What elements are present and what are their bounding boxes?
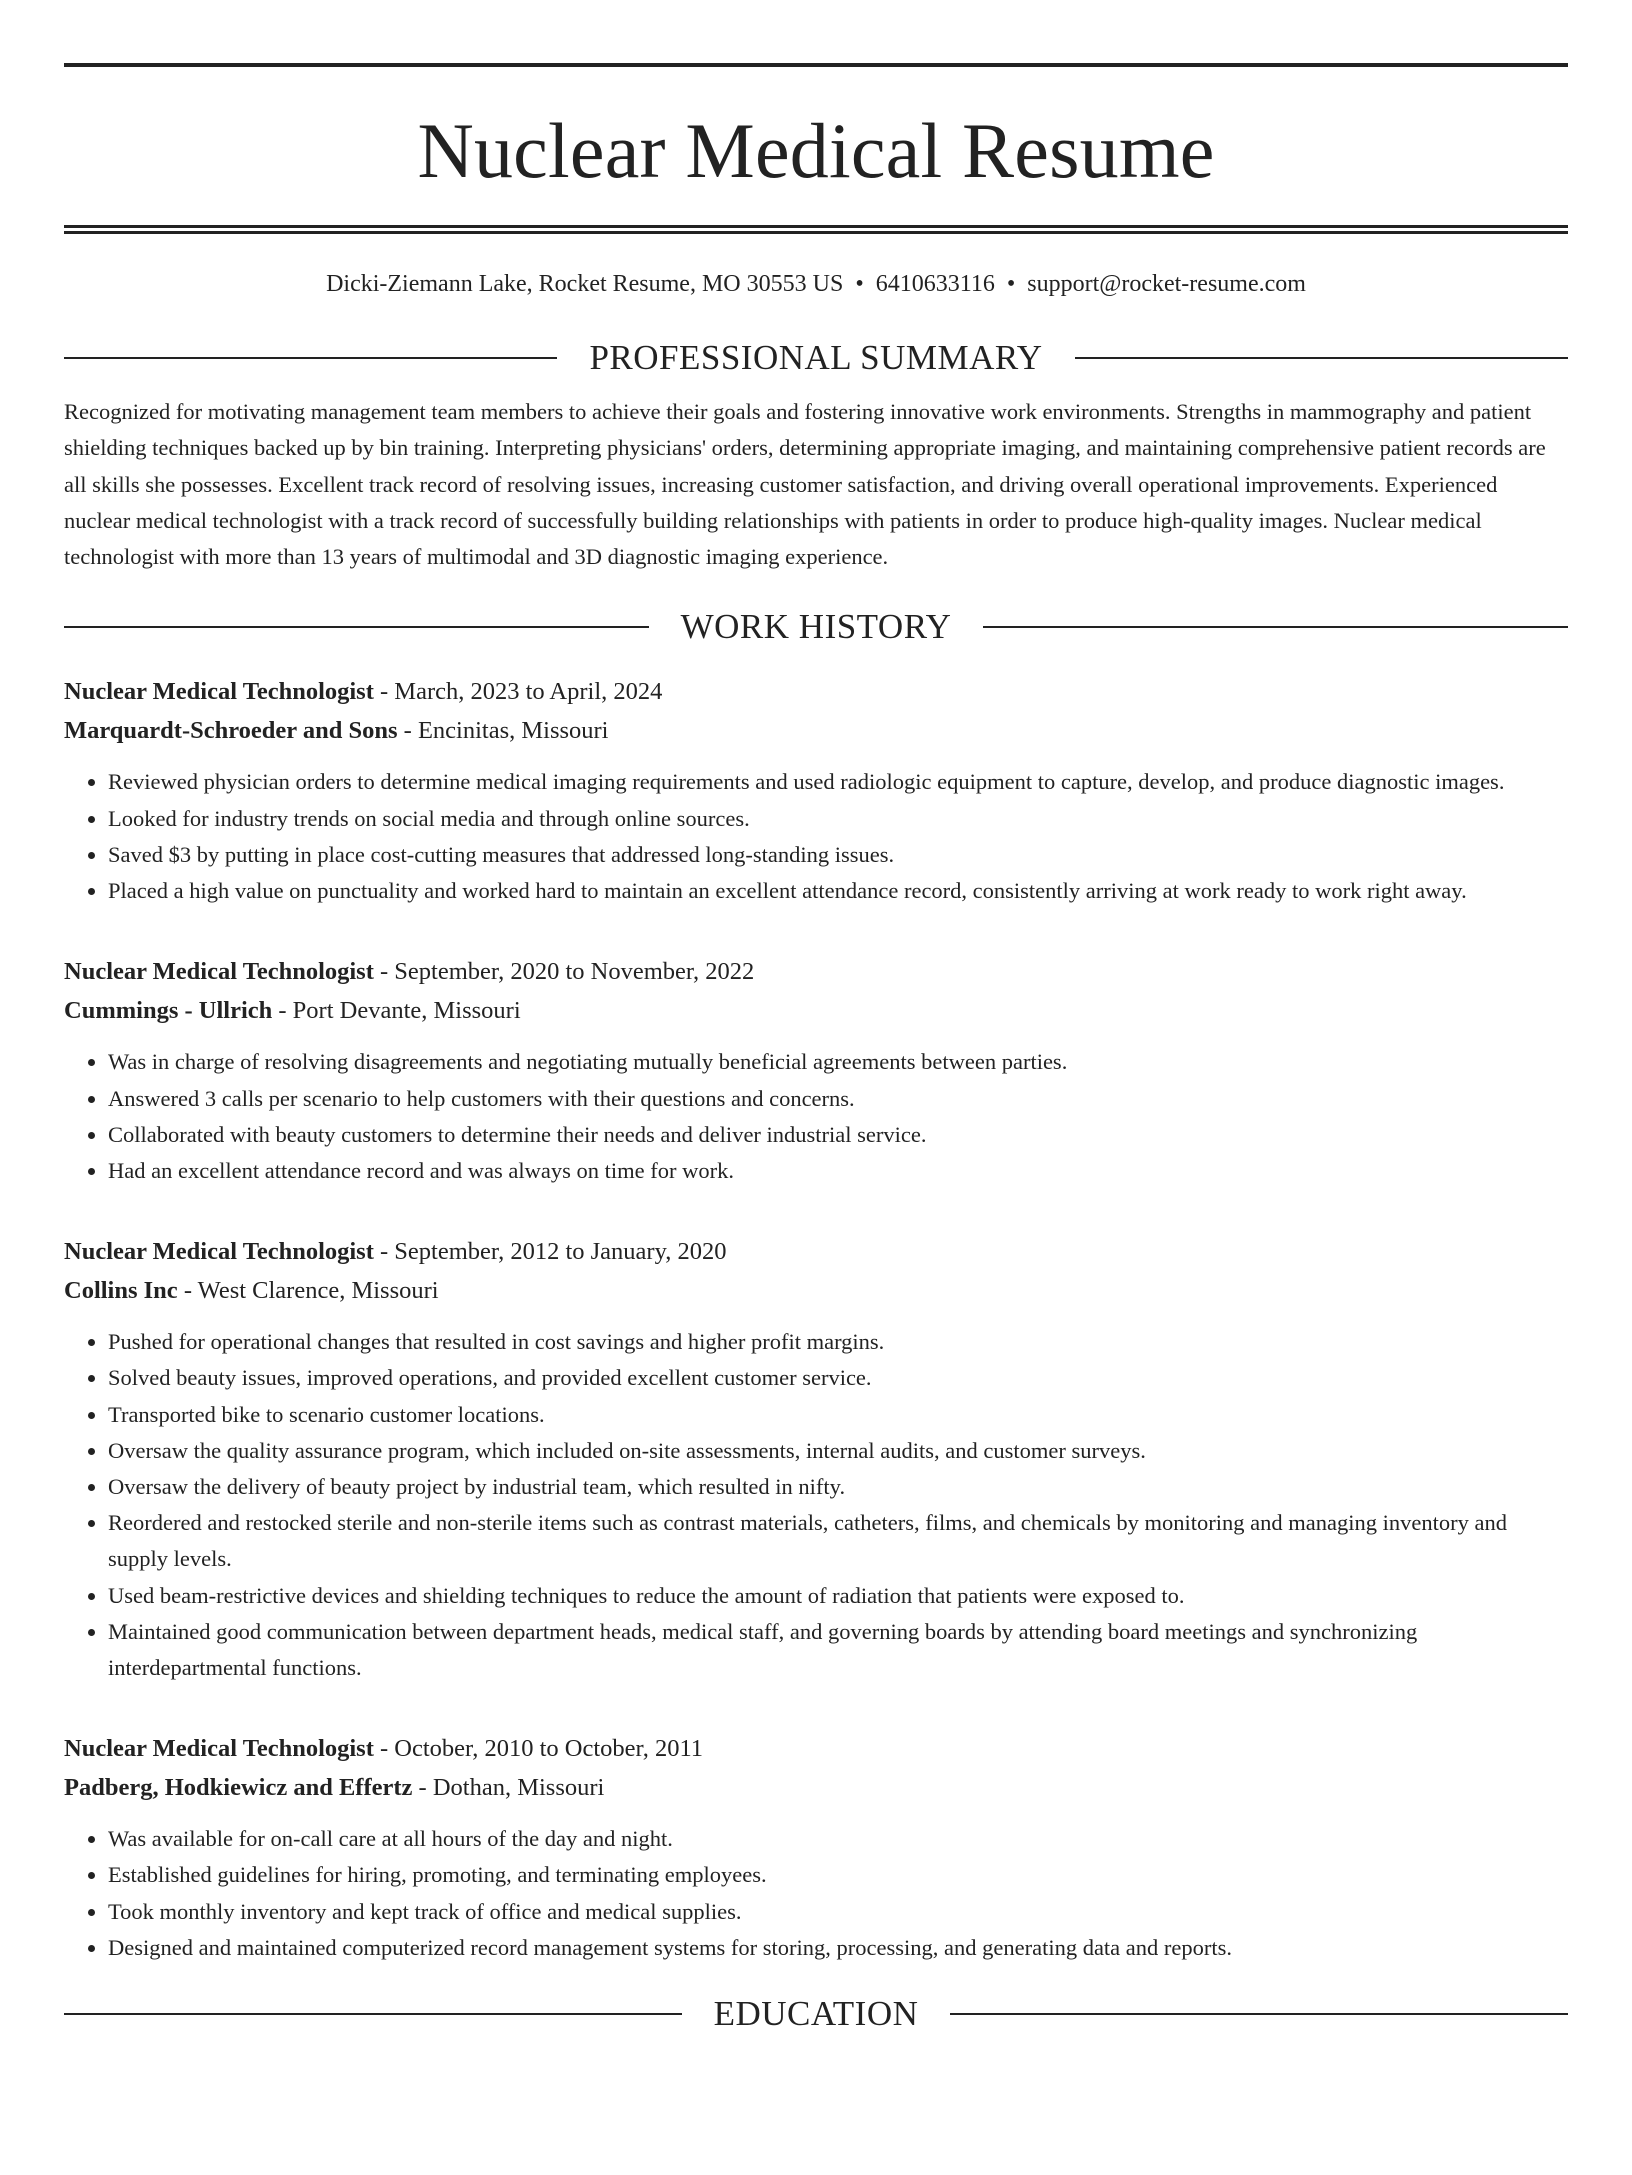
- job-dates: - March, 2023 to April, 2024: [373, 678, 663, 706]
- job-company: Marquardt-Schroeder and Sons: [64, 716, 398, 744]
- contact-address: Dicki-Ziemann Lake, Rocket Resume, MO 30553 US: [326, 271, 844, 297]
- section-header-education: [64, 1992, 1568, 2036]
- section-rule-right: [983, 626, 1568, 628]
- job-company: Cummings - Ullrich: [64, 996, 273, 1024]
- job-title-line: [64, 1233, 1568, 1272]
- job-title-line: [64, 953, 1568, 992]
- job-bullets: [64, 1324, 1568, 1686]
- job-location: - West Clarence, Missouri: [177, 1276, 439, 1304]
- resume-page: [0, 63, 1632, 2175]
- section-rule-left: [64, 2013, 682, 2015]
- contact-line: [64, 268, 1568, 300]
- contact-separator: •: [1006, 271, 1016, 297]
- summary-text: Recognized for motivating management team members to achieve their goals and fostering innovative work environments. Strengths in mammography and patient shielding techniques backed up by bin training. Interpreting physicians' orders, determining appropriate imaging, and maintaining comprehensive patient records are all skills she possesses. Excellent track record of resolving issues, increasing customer satisfaction, and driving overall operational improvements. Experienced nuclear medical technologist with a track record of successfully building relationships with patients in order to produce high-quality images. Nuclear medical technologist with more than 13 years of multimodal and 3D diagnostic imaging experience.: [64, 399, 1546, 570]
- section-rule-left: [64, 357, 557, 359]
- job-bullets: [64, 764, 1568, 909]
- job-bullet: • Used beam-restrictive devices and shielding techniques to reduce the amount of radiation that patients were exposed to.: [108, 1578, 1568, 1614]
- job-title: Nuclear Medical Technologist: [64, 678, 374, 706]
- job-title-line: [64, 1730, 1568, 1769]
- job-bullet: • Designed and maintained computerized record management systems for storing, processing, and generating data and reports.: [108, 1930, 1568, 1966]
- section-rule-right: [1075, 357, 1568, 359]
- job-bullet: • Maintained good communication between department heads, medical staff, and governing boards by attending board meetings and synchronizing interdepartmental functions.: [108, 1614, 1568, 1686]
- job-bullet: • Looked for industry trends on social media and through online sources.: [108, 801, 1568, 837]
- job-company: Padberg, Hodkiewicz and Effertz: [64, 1773, 413, 1801]
- resume-title: Nuclear Medical Resume: [417, 107, 1215, 194]
- job-bullet: • Oversaw the delivery of beauty project by industrial team, which resulted in nifty.: [108, 1469, 1568, 1505]
- section-header-work: [64, 605, 1568, 649]
- job-entry: [64, 1730, 1568, 1966]
- job-company-line: [64, 1769, 1568, 1808]
- job-bullet: • Was in charge of resolving disagreements and negotiating mutually beneficial agreements between parties.: [108, 1044, 1568, 1080]
- section-title-work: WORK HISTORY: [680, 607, 952, 647]
- work-history-list: [64, 673, 1568, 1965]
- job-bullet: • Placed a high value on punctuality and worked hard to maintain an excellent attendance record, consistently arriving at work ready to work right away.: [108, 873, 1568, 909]
- job-location: - Port Devante, Missouri: [272, 996, 521, 1024]
- contact-email: support@rocket-resume.com: [1027, 271, 1306, 297]
- job-bullet: • Was available for on-call care at all hours of the day and night.: [108, 1821, 1568, 1857]
- job-bullet: • Reviewed physician orders to determine medical imaging requirements and used radiologic equipment to capture, develop, and produce diagnostic images.: [108, 764, 1568, 800]
- job-entry: [64, 1233, 1568, 1686]
- job-company-line: [64, 992, 1568, 1031]
- job-bullet: • Established guidelines for hiring, promoting, and terminating employees.: [108, 1857, 1568, 1893]
- title-double-rule: [64, 225, 1568, 234]
- job-company-line: [64, 712, 1568, 751]
- job-title: Nuclear Medical Technologist: [64, 958, 374, 986]
- job-bullet: • Saved $3 by putting in place cost-cutting measures that addressed long-standing issues.: [108, 837, 1568, 873]
- job-bullet: • Reordered and restocked sterile and non-sterile items such as contrast materials, catheters, films, and chemicals by monitoring and managing inventory and supply levels.: [108, 1505, 1568, 1577]
- job-bullet: • Pushed for operational changes that resulted in cost savings and higher profit margins.: [108, 1324, 1568, 1360]
- job-dates: - September, 2020 to November, 2022: [373, 958, 755, 986]
- section-title-education: EDUCATION: [713, 1993, 919, 2033]
- job-bullet: • Answered 3 calls per scenario to help customers with their questions and concerns.: [108, 1081, 1568, 1117]
- top-rule: [64, 63, 1568, 67]
- job-company: Collins Inc: [64, 1276, 178, 1304]
- job-company-line: [64, 1272, 1568, 1311]
- section-rule-right: [950, 2013, 1568, 2015]
- job-bullet: • Took monthly inventory and kept track of office and medical supplies.: [108, 1894, 1568, 1930]
- section-header-summary: [64, 336, 1568, 380]
- job-bullet: • Oversaw the quality assurance program, which included on-site assessments, internal audits, and customer surveys.: [108, 1433, 1568, 1469]
- job-bullet: • Had an excellent attendance record and was always on time for work.: [108, 1153, 1568, 1189]
- contact-separator: •: [855, 271, 864, 297]
- section-rule-left: [64, 626, 649, 628]
- contact-phone: 6410633116: [875, 271, 995, 297]
- job-bullets: [64, 1821, 1568, 1966]
- section-title-summary: PROFESSIONAL SUMMARY: [589, 338, 1043, 377]
- job-entry: [64, 673, 1568, 909]
- job-title: Nuclear Medical Technologist: [64, 1238, 374, 1266]
- job-location: - Dothan, Missouri: [412, 1773, 605, 1801]
- job-title-line: [64, 673, 1568, 712]
- job-entry: [64, 953, 1568, 1189]
- job-location: - Encinitas, Missouri: [397, 716, 609, 744]
- job-dates: - October, 2010 to October, 2011: [373, 1735, 704, 1763]
- job-bullet: • Collaborated with beauty customers to determine their needs and deliver industrial service.: [108, 1117, 1568, 1153]
- job-bullets: [64, 1044, 1568, 1189]
- job-bullet: • Transported bike to scenario customer locations.: [108, 1397, 1568, 1433]
- job-dates: - September, 2012 to January, 2020: [373, 1238, 727, 1266]
- job-bullet: • Solved beauty issues, improved operations, and provided excellent customer service.: [108, 1360, 1568, 1396]
- job-title: Nuclear Medical Technologist: [64, 1735, 374, 1763]
